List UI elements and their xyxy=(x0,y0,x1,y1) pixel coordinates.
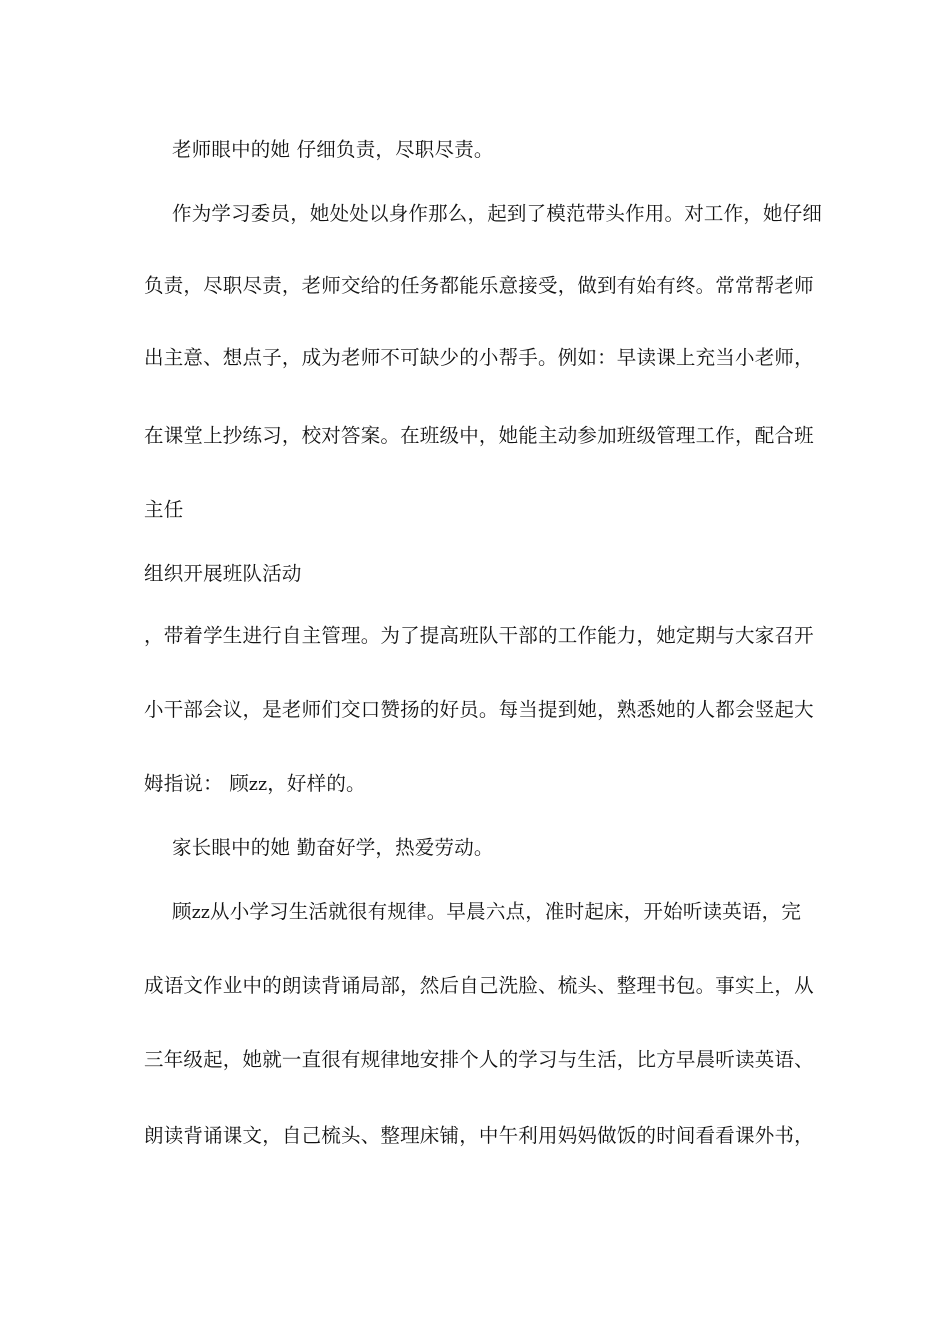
line-prefix: 姆指说： 顾 xyxy=(144,772,249,795)
section2-heading: 家长眼中的她 勤奋好学，热爱劳动。 xyxy=(172,836,494,859)
paragraph-line: 在课堂上抄练习，校对答案。在班级中，她能主动参加班级管理工作，配合班 xyxy=(144,424,814,447)
line-prefix: 顾 xyxy=(172,900,192,923)
paragraph-line: 出主意、想点子，成为老师不可缺少的小帮手。例如：早读课上充当小老师， xyxy=(144,346,814,369)
paragraph-line: 组织开展班队活动 xyxy=(144,562,302,585)
line-suffix: ，好样的。 xyxy=(267,772,366,795)
paragraph-line: 负责，尽职尽责，老师交给的任务都能乐意接受，做到有始有终。常常帮老师 xyxy=(144,274,814,297)
section1-heading: 老师眼中的她 仔细负责，尽职尽责。 xyxy=(172,138,494,161)
paragraph-line: 三年级起，她就一直很有规律地安排个人的学习与生活，比方早晨听读英语、 xyxy=(144,1048,814,1071)
paragraph-line-opening xyxy=(172,900,801,925)
paragraph-line: 作为学习委员，她处处以身作那么，起到了模范带头作用。对工作，她仔细 xyxy=(172,202,823,225)
paragraph-line: 小干部会议，是老师们交口赞扬的好员。每当提到她，熟悉她的人都会竖起大 xyxy=(144,698,814,721)
paragraph-line: 主任 xyxy=(144,498,184,521)
paragraph-line: 成语文作业中的朗读背诵局部，然后自己洗脸、梳头、整理书包。事实上，从 xyxy=(144,974,814,997)
paragraph-line: ，带着学生进行自主管理。为了提高班队干部的工作能力，她定期与大家召开 xyxy=(144,624,814,647)
student-name: zz xyxy=(248,775,268,795)
line-suffix: 从小学习生活就很有规律。早晨六点，准时起床，开始听读英语，完 xyxy=(210,900,802,923)
student-name: zz xyxy=(191,903,211,923)
paragraph-line-closing xyxy=(144,772,366,797)
paragraph-line: 朗读背诵课文，自己梳头、整理床铺，中午利用妈妈做饭的时间看看课外书， xyxy=(144,1124,814,1147)
